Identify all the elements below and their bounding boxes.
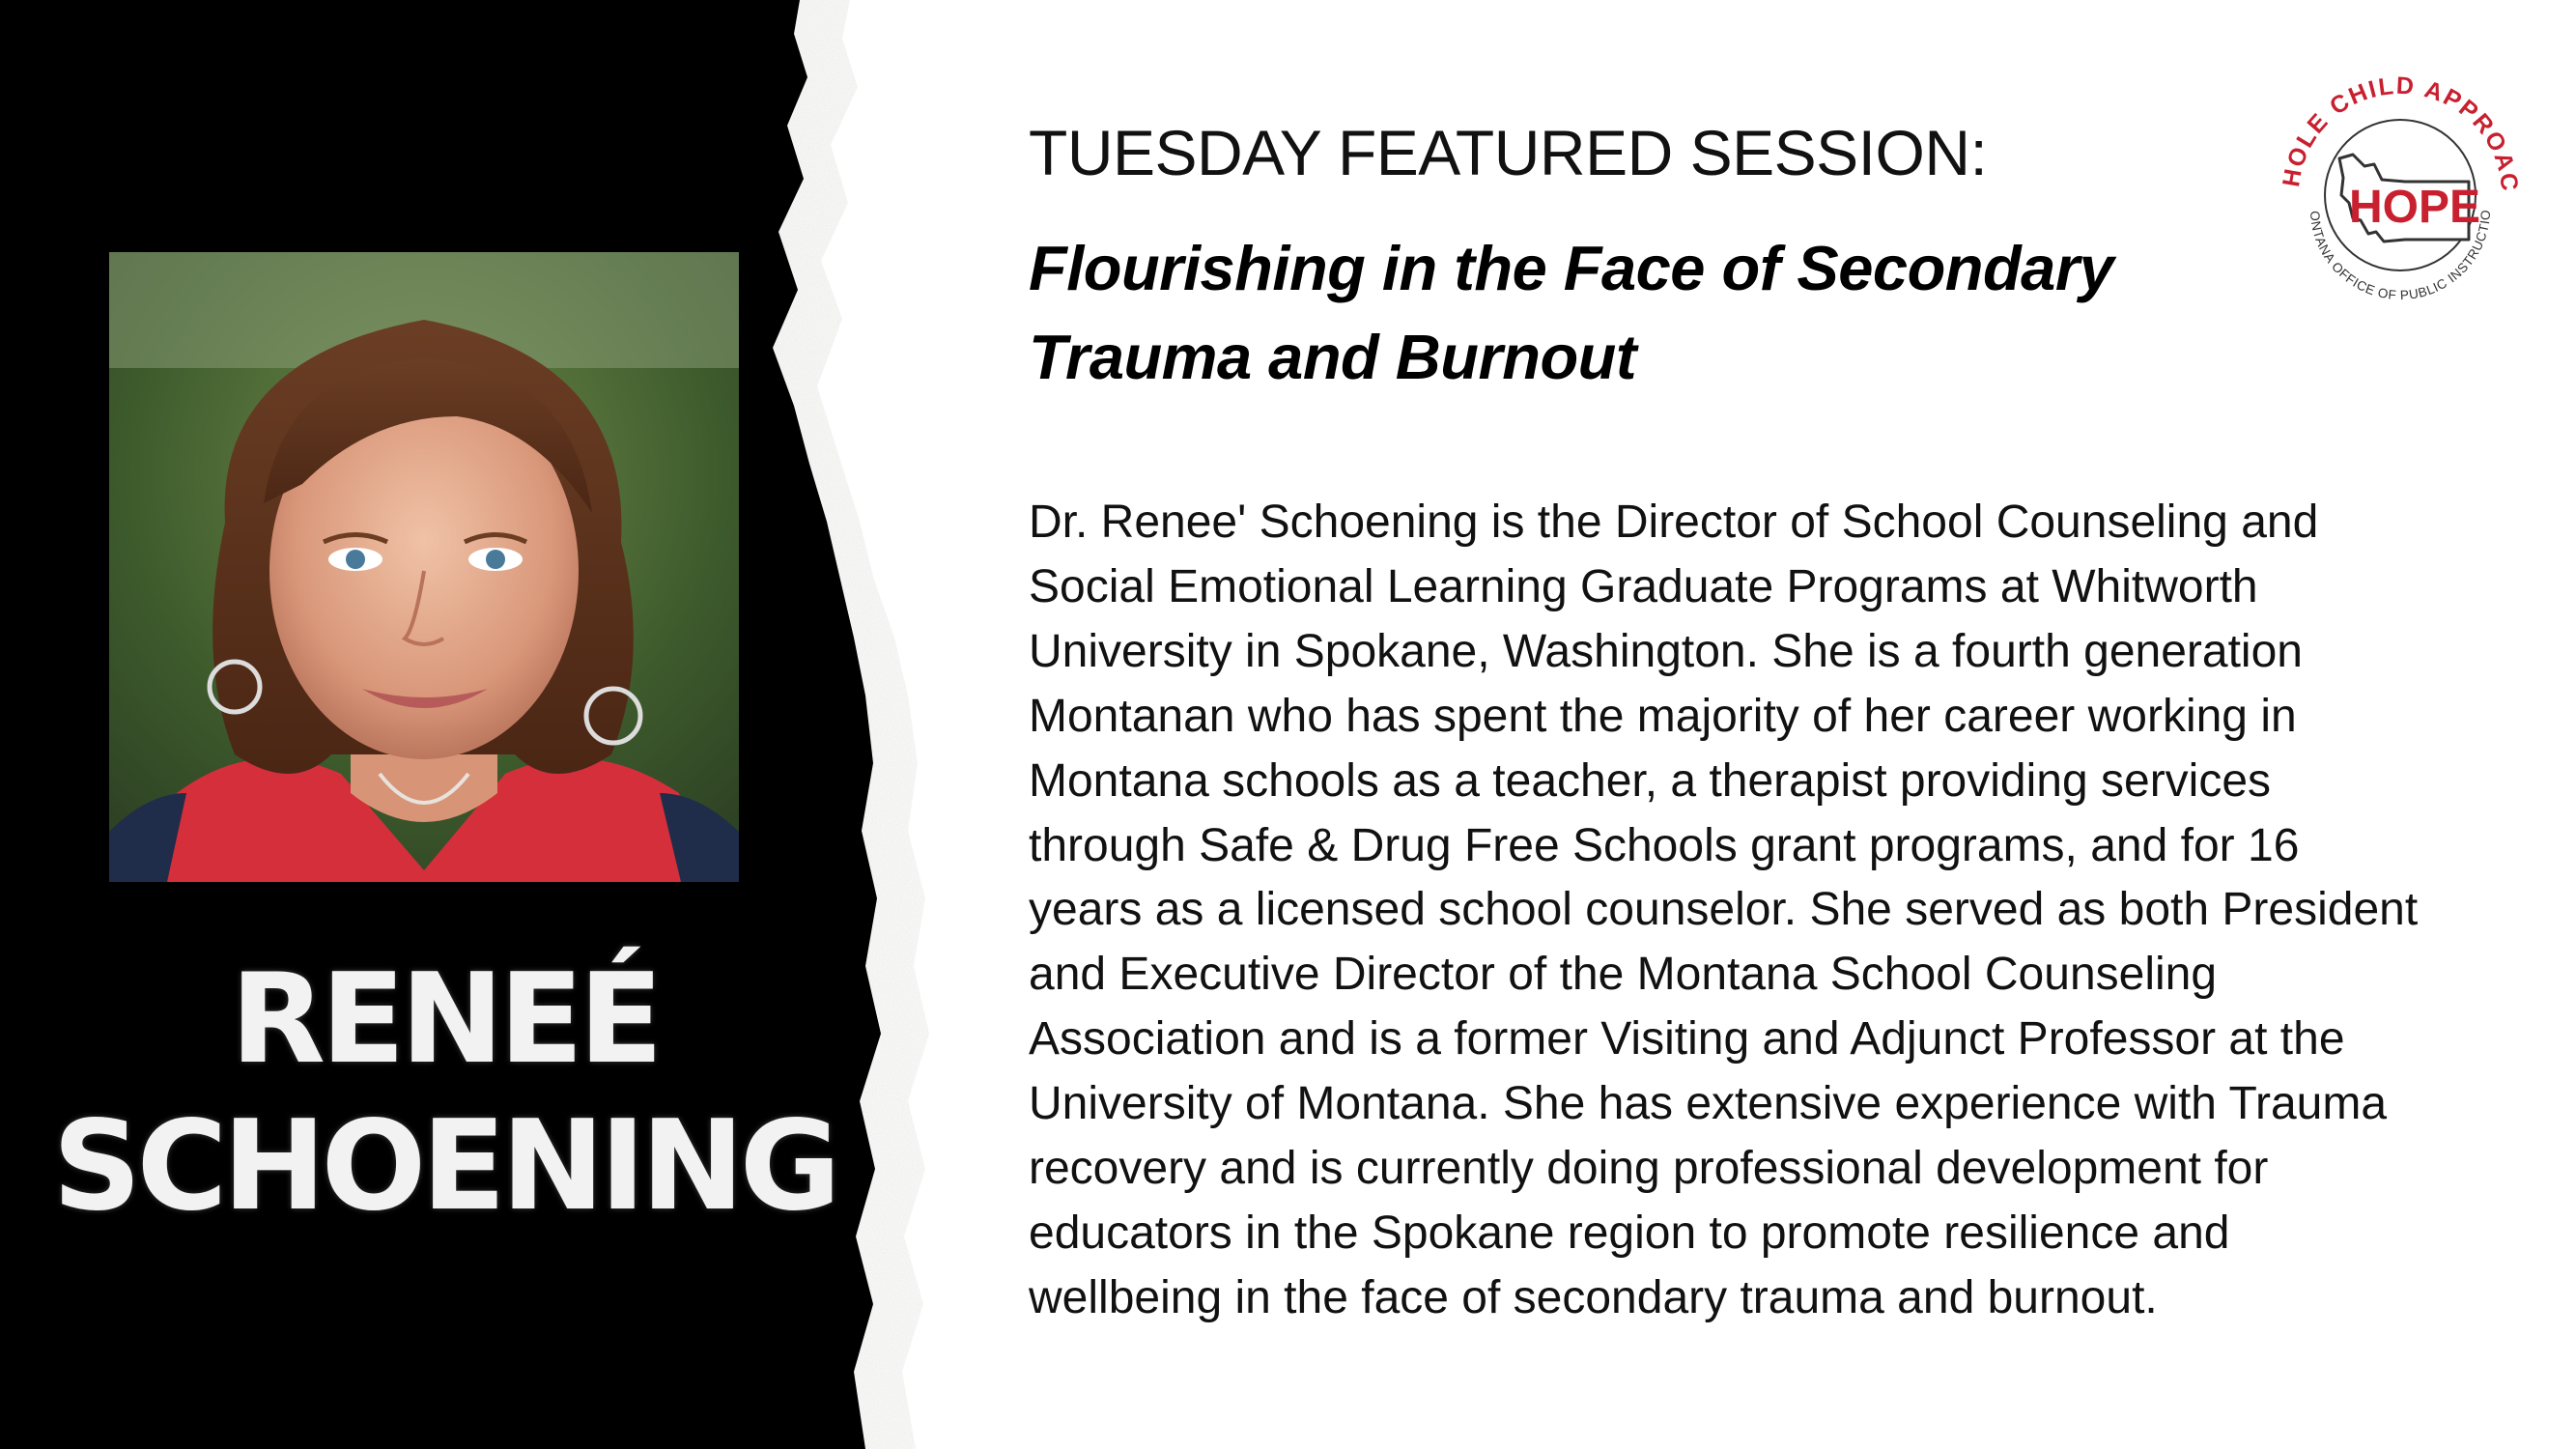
logo-bottom-arc-text: ONTANA OFFICE OF PUBLIC INSTRUCTIO [2307,209,2494,303]
bio-line: educators in the Spokane region to promote resilience and [1029,1207,2230,1259]
logo-hope-text: HOPE [2348,182,2481,233]
speaker-last-name: SCHOENING [52,1094,836,1238]
hope-logo [2260,50,2540,330]
bio-line: recovery and is currently doing professional development for [1029,1143,2269,1195]
speaker-photo [109,252,739,882]
bio-line: University of Montana. She has extensive experience with Trauma [1029,1078,2388,1130]
bio-line: Association and is a former Visiting and Adjunct Professor at the [1029,1013,2345,1065]
bio-line: years as a licensed school counselor. She served as both President [1029,884,2419,936]
session-title-line-1: Flourishing in the Face of Secondary [1029,233,2114,303]
speaker-first-name: RENEÉ [230,948,659,1092]
speaker-bio [1029,491,2497,1331]
bio-line: and Executive Director of the Montana School Counseling [1029,949,2218,1001]
logo-top-arc-text: HOLE CHILD APPROAC [2278,71,2524,194]
bio-line: Montanan who has spent the majority of her career working in [1029,690,2297,742]
bio-line: wellbeing in the face of secondary trauma and burnout. [1029,1271,2158,1323]
session-label: TUESDAY FEATURED SESSION: [1029,117,1988,188]
bio-line: Dr. Renee' Schoening is the Director of School Counseling and [1029,497,2319,548]
bio-line: University in Spokane, Washington. She is a fourth generation [1029,625,2303,677]
session-title-line-2: Trauma and Burnout [1029,322,1637,392]
speaker-name [19,947,869,1240]
session-title [1029,224,2226,402]
bio-line: Social Emotional Learning Graduate Programs at Whitworth [1029,560,2258,612]
bio-line: through Safe & Drug Free Schools grant programs, and for 16 [1029,819,2300,871]
bio-line: Montana schools as a teacher, a therapist providing services [1029,754,2272,807]
